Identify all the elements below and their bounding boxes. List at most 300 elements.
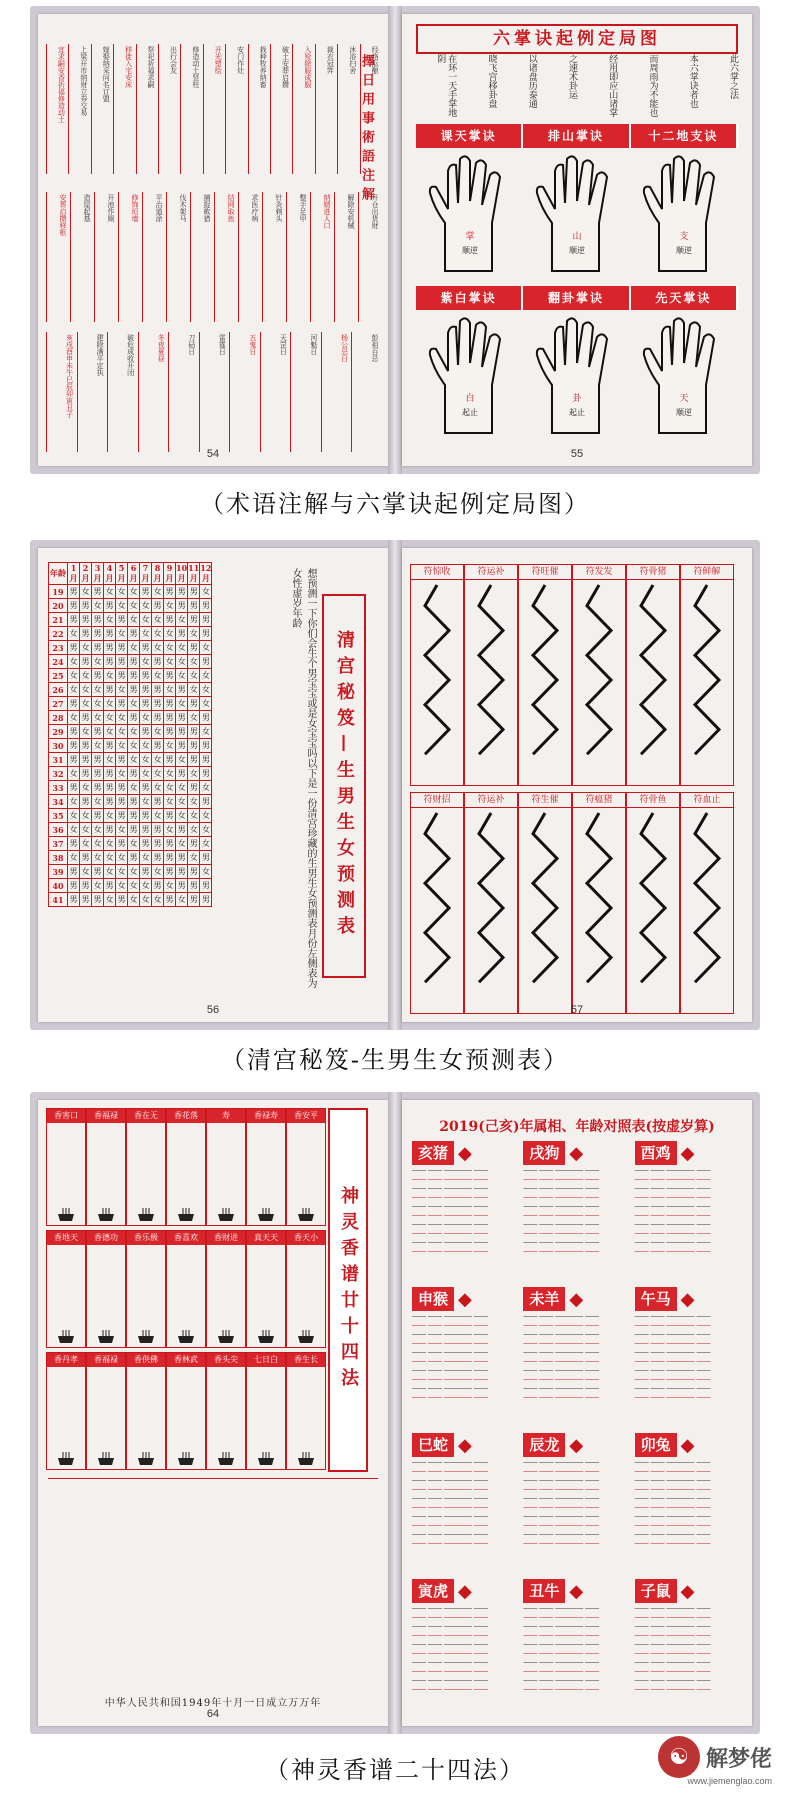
grid-cell: 男 <box>92 865 104 879</box>
grid-cell: 男 <box>92 893 104 907</box>
svg-text:顺逆: 顺逆 <box>676 246 693 255</box>
grid-cell: 男 <box>188 893 200 907</box>
history-text <box>48 1478 378 1689</box>
grid-cell: 男 <box>104 781 116 795</box>
grid-cell: 女 <box>188 851 200 865</box>
grid-cell: 女 <box>68 669 80 683</box>
grid-cell: 女 <box>116 767 128 781</box>
grid-cell: 男 <box>164 837 176 851</box>
incense-cell <box>206 1108 246 1226</box>
talisman-glyph-icon <box>575 581 623 781</box>
grid-cell: 男 <box>176 725 188 739</box>
grid-cell: 女 <box>140 627 152 641</box>
svg-text:顺逆: 顺逆 <box>568 246 585 255</box>
page-64 <box>38 1100 388 1726</box>
zodiac-age-list: —— —— ———— —— —— —— ———— —— —— —— ———— —— —— —— ———— —— —— —— ———— —— —— —— ———— —— —— —— ———— —— —— —— ———— —— —— —— ———— —— —— —— ———— —— <box>634 1605 711 1693</box>
incense-title: 香天小 <box>287 1231 325 1245</box>
grid-cell: 女 <box>176 655 188 669</box>
incense-title: 香财进 <box>207 1231 245 1245</box>
grid-cell: 女 <box>68 683 80 697</box>
grid-cell: 男 <box>104 767 116 781</box>
grid-cell: 男 <box>176 683 188 697</box>
grid-cell: 女 <box>176 641 188 655</box>
incense-title: 真天天 <box>247 1231 285 1245</box>
grid-cell: 男 <box>68 739 80 753</box>
grid-cell: 男 <box>128 767 140 781</box>
grid-cell: 男 <box>92 669 104 683</box>
photo-panel-3 <box>30 1092 760 1734</box>
incense-title: 香在无 <box>127 1109 165 1123</box>
grid-cell: 女 <box>116 879 128 893</box>
grid-age-cell: 21 <box>49 613 68 627</box>
grid-cell: 女 <box>104 837 116 851</box>
grid-age-cell: 24 <box>49 655 68 669</box>
grid-cell: 男 <box>176 585 188 599</box>
grid-cell: 女 <box>128 641 140 655</box>
grid-cell: 女 <box>68 655 80 669</box>
grid-age-cell: 23 <box>49 641 68 655</box>
talisman-panel <box>572 564 626 786</box>
zodiac-name: 午马 <box>635 1287 677 1311</box>
zodiac-animal-icon: ◆ <box>569 1580 584 1602</box>
grid-cell: 女 <box>104 865 116 879</box>
incense-burner-icon <box>176 1452 196 1466</box>
talisman-panel <box>680 792 734 1014</box>
grid-cell: 男 <box>176 851 188 865</box>
incense-cell <box>246 1230 286 1348</box>
grid-cell: 男 <box>68 725 80 739</box>
talisman-panel <box>518 564 572 786</box>
photo-panel-1 <box>30 6 760 474</box>
grid-age-cell: 33 <box>49 781 68 795</box>
grid-cell: 男 <box>80 599 92 613</box>
grid-cell: 女 <box>128 599 140 613</box>
grid-header-cell: 2月 <box>81 563 90 583</box>
grid-cell: 男 <box>164 613 176 627</box>
grid-cell: 女 <box>116 823 128 837</box>
grid-cell: 男 <box>104 627 116 641</box>
grid-cell: 男 <box>116 613 128 627</box>
grid-cell: 男 <box>104 879 116 893</box>
grid-cell: 男 <box>164 865 176 879</box>
grid-cell: 女 <box>164 781 176 795</box>
grid-cell: 女 <box>68 809 80 823</box>
grid-cell: 女 <box>104 851 116 865</box>
grid-cell: 女 <box>200 725 212 739</box>
grid-cell: 男 <box>128 711 140 725</box>
grid-cell: 女 <box>116 711 128 725</box>
grid-cell: 女 <box>128 613 140 627</box>
zodiac-name: 丑牛 <box>523 1579 565 1603</box>
grid-cell: 女 <box>176 837 188 851</box>
grid-cell: 女 <box>188 809 200 823</box>
grid-cell: 女 <box>92 739 104 753</box>
grid-cell: 女 <box>104 697 116 711</box>
grid-age-cell: 37 <box>49 837 68 851</box>
term-columns-mid: 安葬启攒移柩 造屋起基 开池作厕 修饰垣墙 平治道涂 伐木架马 捕捉畋猎 结网取鱼 求医疗病 针灸剃头 整手足甲 纳婿进人口 解除安机械 开仓出货财 <box>46 192 380 322</box>
incense-cell <box>246 1352 286 1470</box>
grid-cell: 女 <box>80 725 92 739</box>
description-text: 想预测一下你们会生个男宝宝或是女宝宝吗以下是一份清宫珍藏的生男生女预测表月份左侧表为女性虚岁年龄 <box>290 568 316 988</box>
grid-cell: 男 <box>164 753 176 767</box>
grid-cell: 男 <box>200 711 212 725</box>
grid-cell: 女 <box>92 795 104 809</box>
left-page-title: 擇日用事術語注解 <box>359 54 374 206</box>
grid-cell: 女 <box>152 585 164 599</box>
zodiac-age-list: —— —— ———— —— —— —— ———— —— —— —— ———— —— —— —— ———— —— —— —— ———— —— —— —— ———— —— —— —— ———— —— —— —— ———— —— —— —— ———— —— —— —— ———— —— <box>412 1313 488 1401</box>
grid-header-cell: 4月 <box>105 563 114 583</box>
page-zodiac <box>402 1100 752 1726</box>
talisman-label: 符鲜解 <box>681 565 733 580</box>
grid-cell: 男 <box>116 655 128 669</box>
incense-title: 香地天 <box>47 1231 85 1245</box>
incense-burner-icon <box>136 1452 156 1466</box>
grid-cell: 男 <box>116 809 128 823</box>
grid-cell: 男 <box>200 795 212 809</box>
svg-text:顺逆: 顺逆 <box>461 246 478 255</box>
grid-cell: 男 <box>92 613 104 627</box>
zodiac-cell <box>412 1578 519 1694</box>
watermark-logo <box>658 1736 772 1786</box>
incense-title: 七日白 <box>247 1353 285 1367</box>
incense-title: 香丹孝 <box>47 1353 85 1367</box>
grid-cell: 男 <box>152 823 164 837</box>
hand-diagrams-bottom <box>416 312 738 442</box>
grid-cell: 男 <box>152 879 164 893</box>
grid-cell: 男 <box>128 809 140 823</box>
svg-text:山: 山 <box>572 232 582 242</box>
zodiac-cell <box>635 1578 742 1694</box>
grid-cell: 男 <box>140 697 152 711</box>
grid-cell: 男 <box>176 599 188 613</box>
grid-cell: 女 <box>104 669 116 683</box>
zodiac-cell <box>523 1140 630 1256</box>
grid-cell: 男 <box>92 767 104 781</box>
grid-cell: 男 <box>152 655 164 669</box>
grid-cell: 女 <box>128 879 140 893</box>
talisman-panel <box>464 564 518 786</box>
grid-cell: 女 <box>140 893 152 907</box>
grid-cell: 男 <box>104 823 116 837</box>
zodiac-animal-icon: ◆ <box>458 1434 472 1456</box>
grid-cell: 男 <box>104 641 116 655</box>
zodiac-name: 酉鸡 <box>635 1141 677 1165</box>
grid-cell: 女 <box>200 865 212 879</box>
grid-cell: 女 <box>80 809 92 823</box>
incense-cell <box>126 1108 166 1226</box>
zodiac-name: 戌狗 <box>523 1141 565 1165</box>
grid-cell: 男 <box>200 599 212 613</box>
grid-cell: 女 <box>128 739 140 753</box>
term-columns-bottom: 亥戌酉申未午巳辰卯寅丑子 建除满平定执 破危成收开闭 冬夜夏昼 刀砧日 雷霆日 五鬼日 天罡日 河魁日 杨公忌日 彭祖百忌 <box>46 332 380 452</box>
grid-age-cell: 28 <box>49 711 68 725</box>
grid-cell: 女 <box>188 669 200 683</box>
zodiac-cell <box>412 1286 519 1402</box>
grid-cell: 女 <box>80 781 92 795</box>
grid-age-cell: 32 <box>49 767 68 781</box>
talisman-glyph-icon <box>575 809 623 1009</box>
grid-header-cell: 1月 <box>69 563 78 583</box>
zodiac-age-list: —— —— ———— —— —— —— ———— —— —— —— ———— —— —— —— ———— —— —— —— ———— —— —— —— ———— —— —— —— ———— —— —— —— ———— —— —— —— ———— —— —— —— ———— —— <box>523 1605 600 1693</box>
grid-cell: 男 <box>188 837 200 851</box>
grid-cell: 男 <box>164 697 176 711</box>
grid-cell: 男 <box>188 599 200 613</box>
logo-name: 解梦佬 <box>705 1745 772 1772</box>
grid-cell: 男 <box>140 725 152 739</box>
page-57 <box>402 548 752 1022</box>
grid-age-cell: 26 <box>49 683 68 697</box>
grid-cell: 男 <box>140 837 152 851</box>
incense-cell <box>46 1352 86 1470</box>
logo-url: www.jiemenglao.com <box>687 1776 772 1786</box>
grid-cell: 女 <box>80 697 92 711</box>
palm-diagram-icon <box>634 315 734 439</box>
grid-header-cell: 11月 <box>188 563 200 583</box>
grid-cell: 女 <box>92 697 104 711</box>
grid-cell: 男 <box>104 739 116 753</box>
svg-text:卦: 卦 <box>572 394 582 404</box>
talisman-glyph-icon <box>683 581 731 781</box>
term-columns-top: 宜求嗣安香祈福修造动土 上梁开市纳财立券交易 嫁娶纳采问名订盟 移徙入宅安床 祭祀祈福求嗣 出行会友 修造动土竖柱 开光塑绘 安门作灶 栽种牧养纳畜 破土安葬启攒 入殓除服成服 裁衣冠笄 沐浴扫舍 经络酝酿 <box>46 44 380 174</box>
book-gutter <box>388 1092 402 1734</box>
page-55 <box>402 14 752 466</box>
grid-cell: 男 <box>152 739 164 753</box>
grid-header-cell: 3月 <box>93 563 102 583</box>
palm-diagram-icon <box>634 153 734 277</box>
talisman-label: 符瘟猪 <box>573 793 625 808</box>
incense-cell <box>166 1108 206 1226</box>
grid-cell: 女 <box>164 599 176 613</box>
grid-cell: 女 <box>80 837 92 851</box>
grid-cell: 男 <box>188 697 200 711</box>
grid-cell: 女 <box>116 739 128 753</box>
grid-cell: 女 <box>92 683 104 697</box>
grid-cell: 女 <box>80 823 92 837</box>
grid-cell: 男 <box>80 851 92 865</box>
grid-cell: 男 <box>68 613 80 627</box>
talisman-glyph-icon <box>683 809 731 1009</box>
svg-text:起止: 起止 <box>568 408 585 417</box>
grid-cell: 女 <box>152 641 164 655</box>
grid-cell: 女 <box>92 823 104 837</box>
zodiac-row <box>412 1432 742 1548</box>
talisman-panel <box>572 792 626 1014</box>
grid-cell: 女 <box>140 711 152 725</box>
grid-cell: 女 <box>140 767 152 781</box>
incense-burner-icon <box>96 1208 116 1222</box>
grid-cell: 女 <box>80 585 92 599</box>
grid-cell: 男 <box>176 739 188 753</box>
grid-cell: 男 <box>188 641 200 655</box>
grid-header-cell: 12月 <box>200 563 212 583</box>
grid-cell: 女 <box>92 851 104 865</box>
zodiac-age-list: —— —— ———— —— —— —— ———— —— —— —— ———— —— —— —— ———— —— —— —— ———— —— —— —— ———— —— —— —— ———— —— —— —— ———— —— —— —— ———— —— —— —— ———— —— <box>634 1313 711 1401</box>
palm-diagram-icon <box>420 315 520 439</box>
grid-cell: 男 <box>92 725 104 739</box>
grid-cell: 女 <box>200 683 212 697</box>
grid-cell: 男 <box>80 613 92 627</box>
incense-title: 香安平 <box>287 1109 325 1123</box>
grid-cell: 女 <box>140 879 152 893</box>
grid-cell: 男 <box>200 893 212 907</box>
grid-age-cell: 34 <box>49 795 68 809</box>
grid-cell: 女 <box>188 655 200 669</box>
grid-cell: 女 <box>128 837 140 851</box>
incense-burner-icon <box>176 1330 196 1344</box>
talisman-glyph-icon <box>521 581 569 781</box>
grid-cell: 男 <box>188 725 200 739</box>
grid-cell: 男 <box>176 879 188 893</box>
incense-burner-icon <box>256 1208 276 1222</box>
talisman-glyph-icon <box>467 581 515 781</box>
zodiac-name: 未羊 <box>523 1287 565 1311</box>
grid-cell: 女 <box>104 613 116 627</box>
grid-age-cell: 22 <box>49 627 68 641</box>
zodiac-cell <box>635 1140 742 1256</box>
grid-cell: 男 <box>164 585 176 599</box>
talisman-panel <box>680 564 734 786</box>
grid-cell: 女 <box>140 655 152 669</box>
grid-cell: 女 <box>188 627 200 641</box>
incense-title: 香供佛 <box>127 1353 165 1367</box>
incense-title: 香生长 <box>287 1353 325 1367</box>
incense-title: 香乐极 <box>127 1231 165 1245</box>
grid-header-cell: 10月 <box>176 563 188 583</box>
grid-cell: 女 <box>140 851 152 865</box>
grid-cell: 男 <box>152 683 164 697</box>
talisman-glyph-icon <box>413 581 461 781</box>
talisman-glyph-icon <box>629 581 677 781</box>
page-number: 55 <box>570 448 584 460</box>
grid-cell: 男 <box>128 669 140 683</box>
zodiac-animal-icon: ◆ <box>680 1580 695 1602</box>
zodiac-cell <box>523 1432 630 1548</box>
talisman-glyph-icon <box>521 809 569 1009</box>
grid-cell: 男 <box>92 781 104 795</box>
zodiac-age-list: —— —— ———— —— —— —— ———— —— —— —— ———— —— —— —— ———— —— —— —— ———— —— —— —— ———— —— —— —— ———— —— —— —— ———— —— —— —— ———— —— —— —— ———— —— <box>523 1167 600 1255</box>
grid-age-cell: 40 <box>49 879 68 893</box>
grid-cell: 男 <box>80 767 92 781</box>
grid-cell: 女 <box>152 725 164 739</box>
grid-cell: 女 <box>152 669 164 683</box>
grid-cell: 女 <box>140 795 152 809</box>
grid-cell: 女 <box>80 683 92 697</box>
zodiac-row <box>412 1578 742 1694</box>
grid-cell: 女 <box>176 781 188 795</box>
grid-cell: 女 <box>92 599 104 613</box>
grid-age-cell: 27 <box>49 697 68 711</box>
zodiac-age-list: —— —— ———— —— —— —— ———— —— —— —— ———— —— —— —— ———— —— —— —— ———— —— —— —— ———— —— —— —— ———— —— —— —— ———— —— —— —— ———— —— —— —— ———— —— <box>523 1313 600 1401</box>
grid-cell: 女 <box>116 865 128 879</box>
grid-cell: 女 <box>152 781 164 795</box>
zodiac-name: 子鼠 <box>635 1579 677 1603</box>
grid-cell: 女 <box>200 697 212 711</box>
grid-cell: 女 <box>104 711 116 725</box>
talisman-label: 符血止 <box>681 793 733 808</box>
grid-cell: 男 <box>92 809 104 823</box>
zodiac-cell <box>412 1140 519 1256</box>
grid-cell: 男 <box>68 697 80 711</box>
grid-cell: 女 <box>176 753 188 767</box>
grid-cell: 男 <box>176 627 188 641</box>
incense-cell <box>206 1230 246 1348</box>
zodiac-age-list: —— —— ———— —— —— —— ———— —— —— —— ———— —— —— —— ———— —— —— —— ———— —— —— —— ———— —— —— —— ———— —— —— —— ———— —— —— —— ———— —— —— —— ———— —— <box>523 1459 600 1547</box>
zodiac-age-list: —— —— ———— —— —— —— ———— —— —— —— ———— —— —— —— ———— —— —— —— ———— —— —— —— ———— —— —— —— ———— —— —— —— ———— —— —— —— ———— —— —— —— ———— —— <box>412 1167 488 1255</box>
grid-cell: 男 <box>116 795 128 809</box>
grid-cell: 女 <box>164 739 176 753</box>
grid-header-cell: 7月 <box>141 563 150 583</box>
grid-cell: 男 <box>140 809 152 823</box>
grid-cell: 男 <box>68 753 80 767</box>
grid-cell: 女 <box>188 795 200 809</box>
incense-burner-icon <box>136 1208 156 1222</box>
grid-age-cell: 38 <box>49 851 68 865</box>
grid-cell: 男 <box>80 711 92 725</box>
grid-cell: 女 <box>68 767 80 781</box>
grid-cell: 女 <box>80 669 92 683</box>
grid-cell: 女 <box>128 753 140 767</box>
grid-cell: 男 <box>104 599 116 613</box>
grid-cell: 男 <box>116 781 128 795</box>
grid-cell: 女 <box>200 837 212 851</box>
zodiac-animal-icon: ◆ <box>458 1142 472 1164</box>
page-number: 64 <box>206 1708 220 1720</box>
grid-cell: 男 <box>140 781 152 795</box>
grid-cell: 女 <box>128 865 140 879</box>
grid-cell: 男 <box>116 697 128 711</box>
grid-cell: 女 <box>164 655 176 669</box>
grid-cell: 女 <box>140 613 152 627</box>
zodiac-animal-icon: ◆ <box>458 1580 472 1602</box>
grid-cell: 女 <box>176 795 188 809</box>
grid-cell: 女 <box>152 753 164 767</box>
incense-cell <box>86 1108 126 1226</box>
grid-age-cell: 39 <box>49 865 68 879</box>
incense-cell <box>166 1352 206 1470</box>
zodiac-age-list: —— —— ———— —— —— —— ———— —— —— —— ———— —— —— —— ———— —— —— —— ———— —— —— —— ———— —— —— —— ———— —— —— —— ———— —— —— —— ———— —— —— —— ———— —— <box>634 1167 711 1255</box>
incense-title: 香福禄 <box>87 1109 125 1123</box>
grid-cell: 女 <box>176 809 188 823</box>
incense-cell <box>86 1230 126 1348</box>
incense-cell <box>126 1230 166 1348</box>
page-54 <box>38 14 388 466</box>
book-gutter <box>388 540 402 1030</box>
grid-cell: 男 <box>152 599 164 613</box>
grid-cell: 男 <box>140 683 152 697</box>
incense-burner-icon <box>296 1208 316 1222</box>
zodiac-name: 寅虎 <box>412 1579 454 1603</box>
grid-cell: 男 <box>92 753 104 767</box>
grid-cell: 男 <box>68 599 80 613</box>
zodiac-name: 辰龙 <box>523 1433 565 1457</box>
grid-cell: 女 <box>80 865 92 879</box>
zodiac-row <box>412 1140 742 1256</box>
grid-cell: 女 <box>104 725 116 739</box>
talisman-label: 符运补 <box>465 565 517 580</box>
grid-cell: 女 <box>140 753 152 767</box>
caption-1: （术语注解与六掌诀起例定局图） <box>200 490 590 518</box>
grid-cell: 女 <box>200 585 212 599</box>
svg-text:支: 支 <box>679 232 689 242</box>
talisman-panel <box>410 792 464 1014</box>
grid-cell: 男 <box>116 753 128 767</box>
grid-age-cell: 19 <box>49 585 68 599</box>
grid-cell: 女 <box>188 823 200 837</box>
grid-cell: 男 <box>164 809 176 823</box>
grid-cell: 男 <box>200 879 212 893</box>
footer-line: 中华人民共和国1949年十月一日成立万万年 <box>104 1698 322 1709</box>
grid-cell: 女 <box>188 683 200 697</box>
